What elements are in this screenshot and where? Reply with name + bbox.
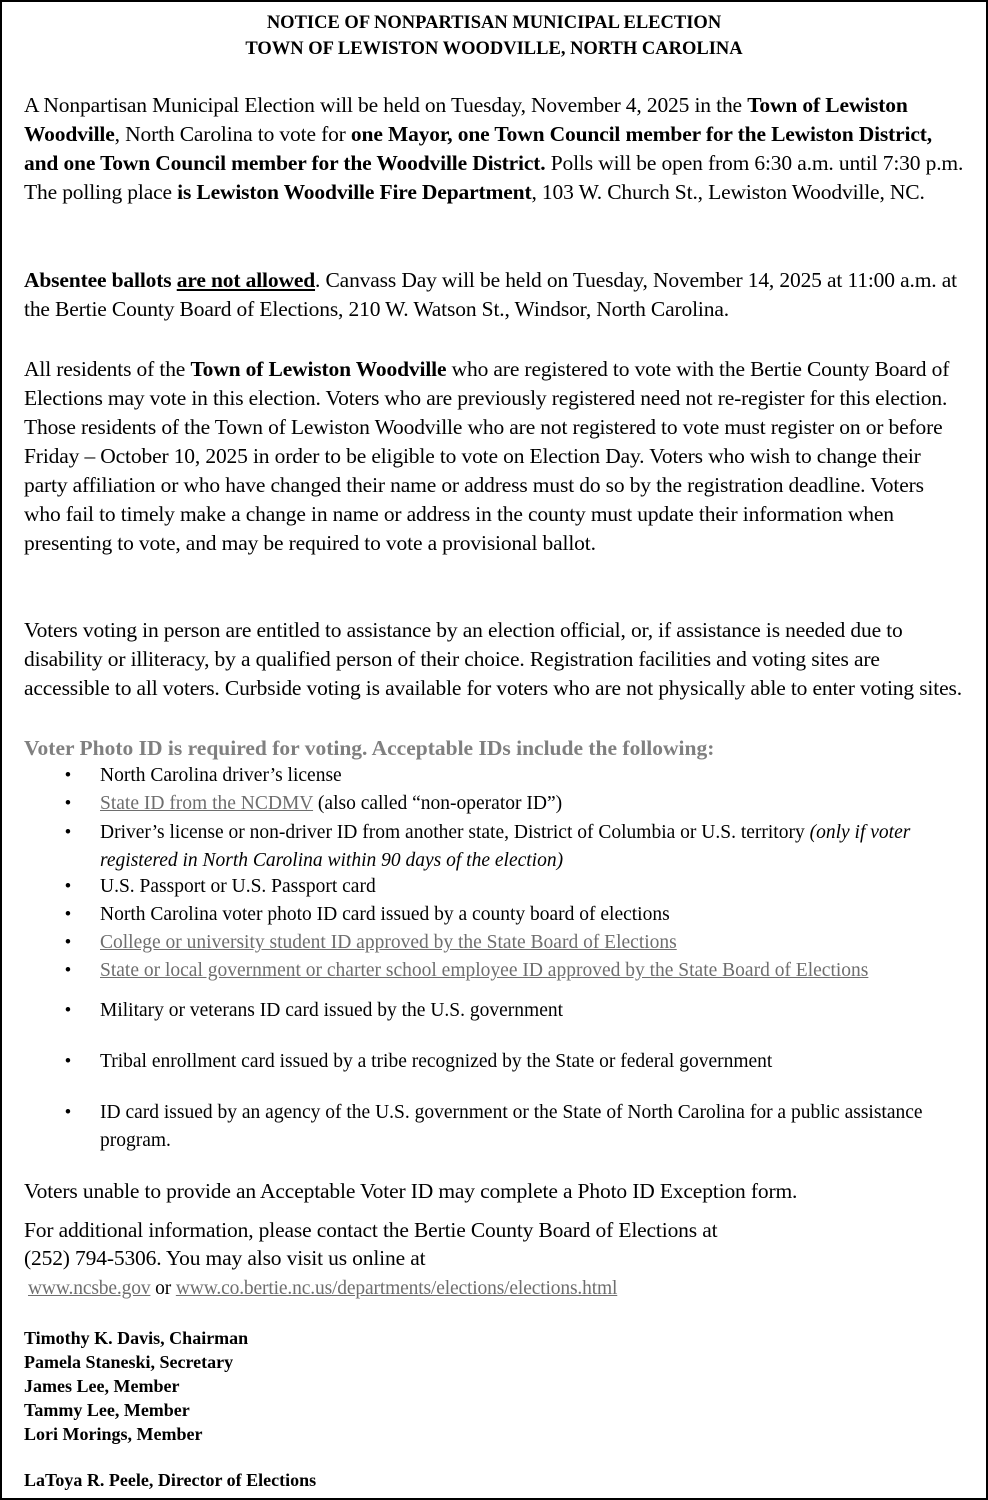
bullet-icon: •	[64, 932, 72, 953]
residents-paragraph: All residents of the Town of Lewiston Woodville who are registered to vote with the Bertie County Board of Elections may vote in this election. Voters who are previously registered need not re-register for this election. Those residents of the Town of Lewiston Woodville who are not registered to vote must register on or before Friday – October 10, 2025 in order to be eligible to vote on Election Day. Voters who wish to change their party affiliation or who have changed their name or address must do so by the registration deadline. Voters who fail to timely make a change in name or address in the county must update their information when presenting to vote, and may be required to vote a provisional ballot.	[24, 357, 950, 555]
bullet-icon: •	[64, 822, 72, 843]
notice-subtitle: TOWN OF LEWISTON WOODVILLE, NORTH CAROLINA	[245, 39, 743, 59]
signature-director: LaToya R. Peele, Director of Elections	[24, 1470, 317, 1490]
bertie-elections-link[interactable]: www.co.bertie.nc.us/departments/elections/elections.html	[175, 1278, 618, 1299]
bullet-icon: •	[64, 1051, 72, 1072]
assistance-paragraph: Voters voting in person are entitled to assistance by an election official, or, if assistance is needed due to disability or illiteracy, by a qualified person of their choice. Registration facilities and voting sites are accessible to all voters. Curbside voting is available for voters who are not physically able to enter voting sites.	[24, 618, 962, 700]
signature-chairman: Timothy K. Davis, Chairman	[24, 1328, 249, 1348]
contact-line-2: (252) 794-5306. You may also visit us online at	[24, 1246, 426, 1270]
bullet-icon: •	[64, 960, 72, 981]
bullet-icon: •	[64, 1000, 72, 1021]
notice-title: NOTICE OF NONPARTISAN MUNICIPAL ELECTION	[266, 13, 722, 33]
ncdmv-id-link[interactable]: State ID from the NCDMV	[100, 793, 314, 814]
student-id-link[interactable]: College or university student ID approved by the State Board of Elections	[100, 932, 677, 953]
employee-id-link[interactable]: State or local government or charter school employee ID approved by the State Board of Elections	[100, 960, 869, 981]
bullet-icon: •	[64, 793, 72, 814]
bullet-icon: •	[64, 1102, 72, 1123]
signature-secretary: Pamela Staneski, Secretary	[24, 1352, 234, 1372]
election-paragraph: A Nonpartisan Municipal Election will be held on Tuesday, November 4, 2025 in the Town of Lewiston Woodville, North Carolina to vote for one Mayor, one Town Council member for the Lewiston District, and one Town Council member for the Woodville District. Polls will be open from 6:30 a.m. until 7:30 p.m. The polling place is Lewiston Woodville Fire Department, 103 W. Church St., Lewiston Woodville, NC.	[24, 93, 964, 204]
bullet-icon: •	[64, 765, 72, 786]
signature-member: James Lee, Member	[24, 1376, 180, 1396]
photo-id-heading: Voter Photo ID is required for voting. Acceptable IDs include the following:	[24, 736, 715, 760]
signature-member: Lori Morings, Member	[24, 1424, 203, 1444]
exception-text: Voters unable to provide an Acceptable Voter ID may complete a Photo ID Exception form.	[24, 1179, 798, 1203]
bullet-icon: •	[64, 904, 72, 925]
ncsbe-link[interactable]: www.ncsbe.gov	[28, 1278, 151, 1299]
contact-line-1: For additional information, please contact the Bertie County Board of Elections at	[24, 1218, 718, 1242]
signature-member: Tammy Lee, Member	[24, 1400, 190, 1420]
contact-links: www.ncsbe.gov or www.co.bertie.nc.us/departments/elections/elections.html	[28, 1278, 618, 1299]
absentee-paragraph: Absentee ballots are not allowed. Canvass Day will be held on Tuesday, November 14, 2025 at 11:00 a.m. at the Bertie County Board of Elections, 210 W. Watson St., Windsor, North Carolina.	[24, 268, 957, 321]
election-notice: NOTICE OF NONPARTISAN MUNICIPAL ELECTION TOWN OF LEWISTON WOODVILLE, NORTH CAROLINA A Nonpartisan Municipal Election will be held on Tuesday, November 4, 2025 in the Town of Lewiston Woodville, North Carolina to vote for one Mayor, one Town Council member for the Lewiston District, and one Town Council member for the Woodville District. Polls will be open from 6:30 a.m. until 7:30 p.m. The polling place is Lewiston Woodville Fire Department, 103 W. Church St., Lewiston Woodville, NC. Absentee ballots are not allowed. Canvass Day will be held on Tuesday, November 14, 2025 at 11:00 a.m. at the Bertie County Board of Elections, 210 W. Watson St., Windsor, North Carolina. All residents of the Town of Lewiston Woodville who are registered to vote with the Bertie County Board of Elections may vote in this election. Voters who are previously registered need not re-register for this election. Those residents of the Town of Lewiston Woodville who are not registered to vote must register on or before Friday – October 10, 2025 in order to be eligible to vote on Election Day. Voters who wish to change their party affiliation or who have changed their name or address must do so by the registration deadline. Voters who fail to timely make a change in name or address in the county must update their information when presenting to vote, and may be required to vote a provisional ballot. Voters voting in person are entitled to assistance by an election official, or, if assistance is needed due to disability or illiteracy, by a qualified person of their choice. Registration facilities and voting sites are accessible to all voters. Curbside voting is available for voters who are not physically able to enter voting sites. Voter Photo ID is required for voting. Acceptable IDs include the following: • North Carolina driver’s license • State ID from the NCDMV (also called “non-operator ID”) • Driver’s license or non-driver ID from another state, District of Columbia or U.S. territory (only if voter registered in North Carolina within 90 days of the election) • U.S. Passport or U.S. Passport card • North Carolina voter photo ID card issued by a county board of elections • College or university student ID approved by the State Board of Elections • State or local government or charter school employee ID approved by the State Board of Elections • Military or veterans ID card issued by the U.S. government • Tribal enrollment card issued by a tribe recognized by the State or federal government • ID card issued by an agency of the U.S. government or the State of North Carolina for a public assistance program. Voters unable to provide an Acceptable Voter ID may complete a Photo ID Exception form. For additional information, please contact the Bertie County Board of Elections at (252) 794-5306. You may also visit us online at www.ncsbe.gov or www.co.bertie.nc.us/departments/elections/elections.html Timothy K. Davis, Chairman Pamela Staneski, Secretary James Lee, Member Tammy Lee, Member Lori Morings, Member LaToya R. Peele, Director of Elections	[0, 0, 988, 1500]
bullet-icon: •	[64, 876, 72, 897]
